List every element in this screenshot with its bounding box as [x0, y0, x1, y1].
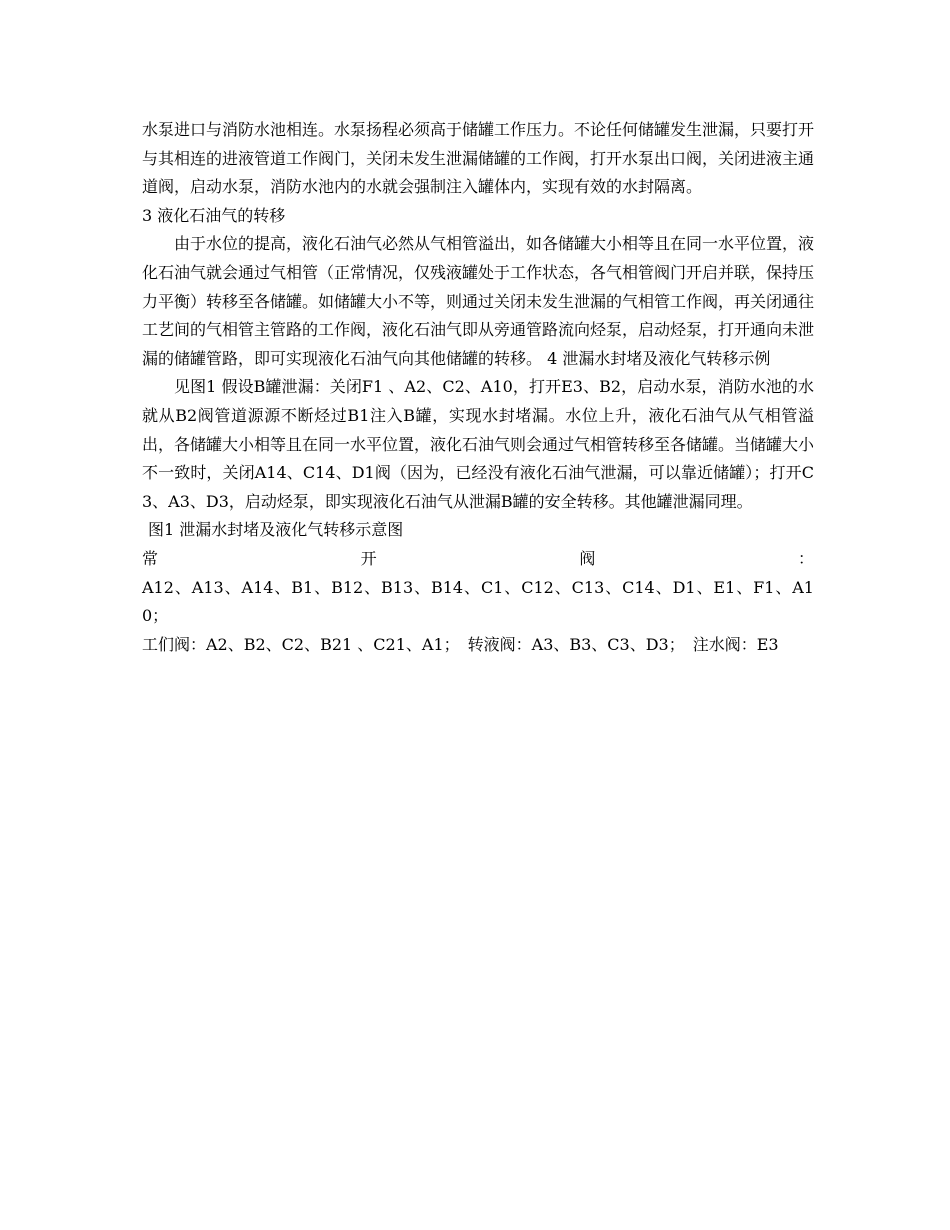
valve-heading-char-4: ： [797, 548, 814, 568]
valve-list-heading [142, 545, 814, 574]
document-body [142, 116, 814, 659]
other-valve-groups: 工们阀：A2、B2、C2、B21 、C21、A1； 转液阀：A3、B3、C3、D3； 注水阀：E3 [142, 634, 779, 654]
valve-heading-char-1: 常 [142, 548, 159, 568]
paragraph-gas-transfer: 由于水位的提高，液化石油气必然从气相管溢出，如各储罐大小相等且在同一水平位置，液化石油气就会通过气相管（正常情况，仅残液罐处于工作状态，各气相管阀门开启并联，保持压力平衡）转移至各储罐。如储罐大小不等，则通过关闭未发生泄漏的气相管工作阀，再关闭通往工艺间的气相管主管路的工作阀，液化石油气即从旁通管路流向烃泵，启动烃泵，打开通向未泄漏的储罐管路，即可实现液化石油气向其他储罐的转移。 4 泄漏水封堵及液化气转移示例 [142, 234, 815, 368]
valve-heading-char-3: 阀 [579, 548, 596, 568]
normally-open-valves: A12、A13、A14、B1、B12、B13、B14、C1、C12、C13、C14、D1、E1、F1、A10； [142, 577, 814, 626]
valve-heading-char-2: 开 [360, 548, 377, 568]
figure-caption: 图1 泄漏水封堵及液化气转移示意图 [148, 520, 404, 540]
paragraph-water-seal: 水泵进口与消防水池相连。水泵扬程必须高于储罐工作压力。不论任何储罐发生泄漏，只要打开与其相连的进液管道工作阀门，关闭未发生泄漏储罐的工作阀，打开水泵出口阀，关闭进液主通道阀，启动水泵，消防水池内的水就会强制注入罐体内，实现有效的水封隔离。 [142, 120, 815, 197]
section-heading-3: 3 液化石油气的转移 [142, 205, 286, 225]
paragraph-example: 见图1 假设B罐泄漏：关闭F1 、A2、C2、A10，打开E3、B2，启动水泵，消防水池的水就从B2阀管道源源不断烃过B1注入B罐，实现水封堵漏。水位上升，液化石油气从气相管溢出，各储罐大小相等且在同一水平位置，液化石油气则会通过气相管转移至各储罐。当储罐大小不一致时，关闭A14、C14、D1阀（因为，已经没有液化石油气泄漏，可以靠近储罐）；打开C3、A3、D3，启动烃泵，即实现液化石油气从泄漏B罐的安全转移。其他罐泄漏同理。 [142, 377, 815, 511]
